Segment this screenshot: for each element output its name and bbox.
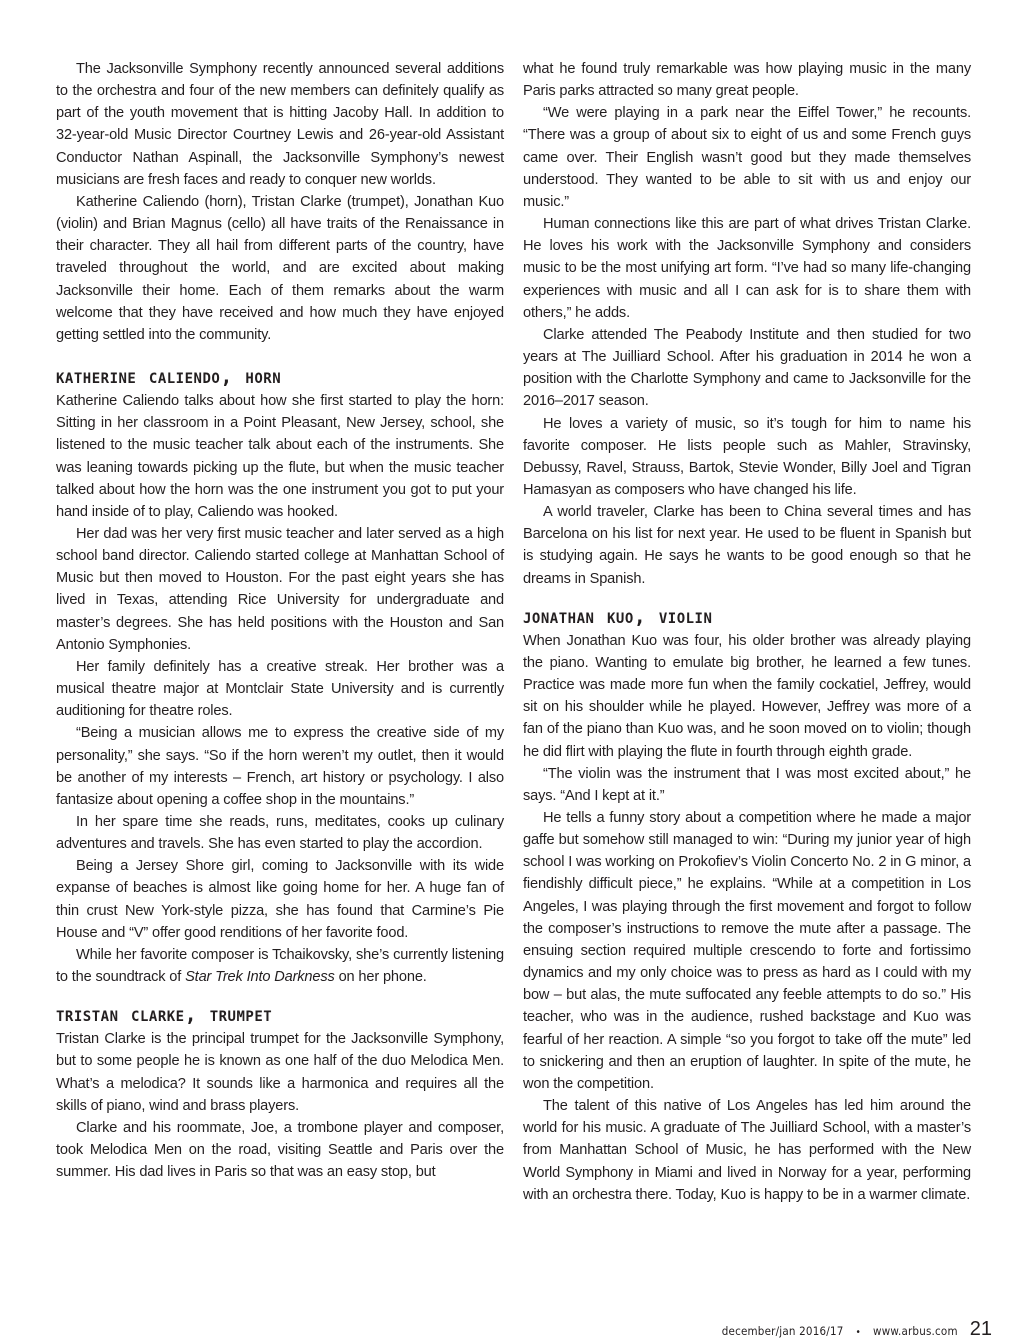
footer-bullet: • [855, 1327, 862, 1338]
page-footer [722, 1318, 992, 1340]
kuo-paragraph-1: When Jonathan Kuo was four, his older brother was already playing the piano. Wanting to emulate big brother, he learned a few tunes. Practice was made more fun when the family cockatiel, Jeffrey, would sit on his shoulder while he played. However, Jeffrey was more of a fan of the piano than Kuo was, and he soon moved on to violin; though he did flirt with playing the flute in fourth through eighth grade. [523, 632, 971, 760]
caliendo-paragraph-4: “Being a musician allows me to express the creative side of my personality,” she says. “So if the horn weren’t my outlet, then it would be another of my interests – French, art history or psychology. I also fantasize about opening a coffee shop in the mountains.” [56, 725, 504, 808]
clarke-heading: tristan clarke, trumpet [56, 1002, 273, 1027]
caliendo-paragraph-2: Her dad was her very first music teacher and later served as a high school band director. Caliendo started college at Manhattan School of Music but then moved to Houston. For the past eight years she has lived in Texas, attending Rice University for undergraduate and master’s degrees. She has held positions with the Houston and San Antonio Symphonies. [56, 525, 504, 653]
caliendo-paragraph-3: Her family definitely has a creative streak. Her brother was a musical theatre major at Montclair State University and is currently auditioning for theatre roles. [56, 658, 504, 720]
clarke-continued-2: “We were playing in a park near the Eiffel Tower,” he recounts. “There was a group of about six to eight of us and some French guys came over. Their English wasn’t good but they made themselves understood. They wanted to be able to sit with us and enjoy our music.” [523, 105, 971, 210]
movie-title: Star Trek Into Darkness [185, 969, 335, 986]
kuo-paragraph-3: He tells a funny story about a competition where he made a major gaffe but somehow still managed to win: “During my junior year of high school I was working on Prokofiev’s Violin Concerto No. 2 in G minor, a fiendishly difficult piece,” he explains. “While at a competition in Los Angeles, I was playing through the first movement and forgot to follow the composer’s instructions to remove the mute after a passage. The ensuing section required multiple crescendo to forte and fortissimo dynamics and my only choice was to press as hard as I could with my bow – but alas, the mute suffocated any feeble attempts to do so.” His teacher, who was in the audience, rushed backstage and Kuo was fearful of her reaction. A simple “so you forgot to take off the mute” led to snickering and then an eruption of laughter. In spite of the mute, he won the competition. [523, 810, 971, 1092]
clarke-continued-4: Clarke attended The Peabody Institute and then studied for two years at The Juilliard School. After his graduation in 2014 he won a position with the Charlotte Symphony and came to Jacksonville for the 2016–2017 season. [523, 326, 971, 410]
caliendo-last-after: on her phone. [334, 969, 427, 986]
clarke-continued-5: He loves a variety of music, so it’s tough for him to name his favorite composer. He lists people such as Mahler, Stravinsky, Debussy, Ravel, Strauss, Bartok, Stevie Wonder, Billy Joel and Tigran Hamasyan as composers who have changed his life. [523, 415, 971, 498]
page-number: 21 [969, 1318, 992, 1340]
kuo-paragraph-2: “The violin was the instrument that I was most excited about,” he says. “And I kept at it.” [523, 765, 971, 804]
right-column [523, 58, 971, 1206]
clarke-paragraph-1: Tristan Clarke is the principal trumpet for the Jacksonville Symphony, but to some people he is known as one half of the duo Melodica Men. What’s a melodica? It sounds like a harmonica and requires all the skills of piano, wind and brass players. [56, 1031, 504, 1114]
clarke-paragraph-2: Clarke and his roommate, Joe, a trombone player and composer, took Melodica Men on the road, visiting Seattle and Paris over the summer. His dad lives in Paris so that was an easy stop, but [56, 1119, 504, 1181]
clarke-continued-6: A world traveler, Clarke has been to China several times and has Barcelona on his list for next year. He used to be fluent in Spanish but is studying again. He says he wants to be good enough so that he dreams in Spanish. [523, 504, 971, 587]
clarke-continued-1: what he found truly remarkable was how playing music in the many Paris parks attracted so many great people. [523, 61, 971, 100]
website-link[interactable]: www.arbus.com [873, 1324, 958, 1338]
caliendo-heading: katherine caliendo, horn [56, 364, 282, 389]
caliendo-paragraph-1: Katherine Caliendo talks about how she first started to play the horn: Sitting in her classroom in a Point Pleasant, New Jersey, school, she listened to the music teacher talk about each of the instruments. She was leaning towards picking up the flute, but when the music teacher talked about how the horn was the one instrument you got to put your hand inside of to play, Caliendo was hooked. [56, 393, 504, 520]
caliendo-paragraph-5: In her spare time she reads, runs, meditates, cooks up culinary adventures and travels. She has even started to play the accordion. [56, 814, 504, 853]
intro-paragraph-2: Katherine Caliendo (horn), Tristan Clarke (trumpet), Jonathan Kuo (violin) and Brian Magnus (cello) all have traits of the Renaissance in their character. They all hail from different parts of the country, have traveled throughout the world, and are excited about making Jacksonville their home. Each of them remarks about the warm welcome that they have received and how much they have enjoyed getting settled into the community. [56, 193, 504, 343]
left-column [56, 58, 504, 1183]
intro-paragraph-1: The Jacksonville Symphony recently announced several additions to the orchestra and four of the new members can definitely qualify as part of the youth movement that is hitting Jacoby Hall. In addition to 32-year-old Music Director Courtney Lewis and 26-year-old Assistant Conductor Nathan Aspinall, the Jacksonville Symphony’s newest musicians are fresh faces and ready to conquer new worlds. [56, 61, 504, 188]
caliendo-last-before: While her favorite composer is Tchaikovsky, she’s currently listening to the soundtrack of [56, 946, 504, 986]
caliendo-paragraph-7 [56, 944, 504, 988]
clarke-continued-3: Human connections like this are part of what drives Tristan Clarke. He loves his work with the Jacksonville Symphony and considers music to be the most unifying art form. “I’ve had so many life-changing experiences with music and all I can ask for is to share them with others,” he adds. [523, 216, 971, 321]
kuo-heading: jonathan kuo, violin [523, 603, 713, 628]
caliendo-paragraph-6: Being a Jersey Shore girl, coming to Jacksonville with its wide expanse of beaches is almost like going home for her. A huge fan of thin crust New York-style pizza, she has found that Carmine’s Pie House and “V” offer good renditions of her favorite food. [56, 858, 504, 941]
kuo-paragraph-4: The talent of this native of Los Angeles has led him around the world for his music. A graduate of The Juilliard School, with a master’s from Manhattan School of Music, he has performed with the New World Symphony in Miami and lived in Norway for a year, performing with an orchestra there. Today, Kuo is happy to be in a warmer climate. [523, 1098, 971, 1203]
issue-date: december/jan 2016/17 [721, 1324, 844, 1338]
